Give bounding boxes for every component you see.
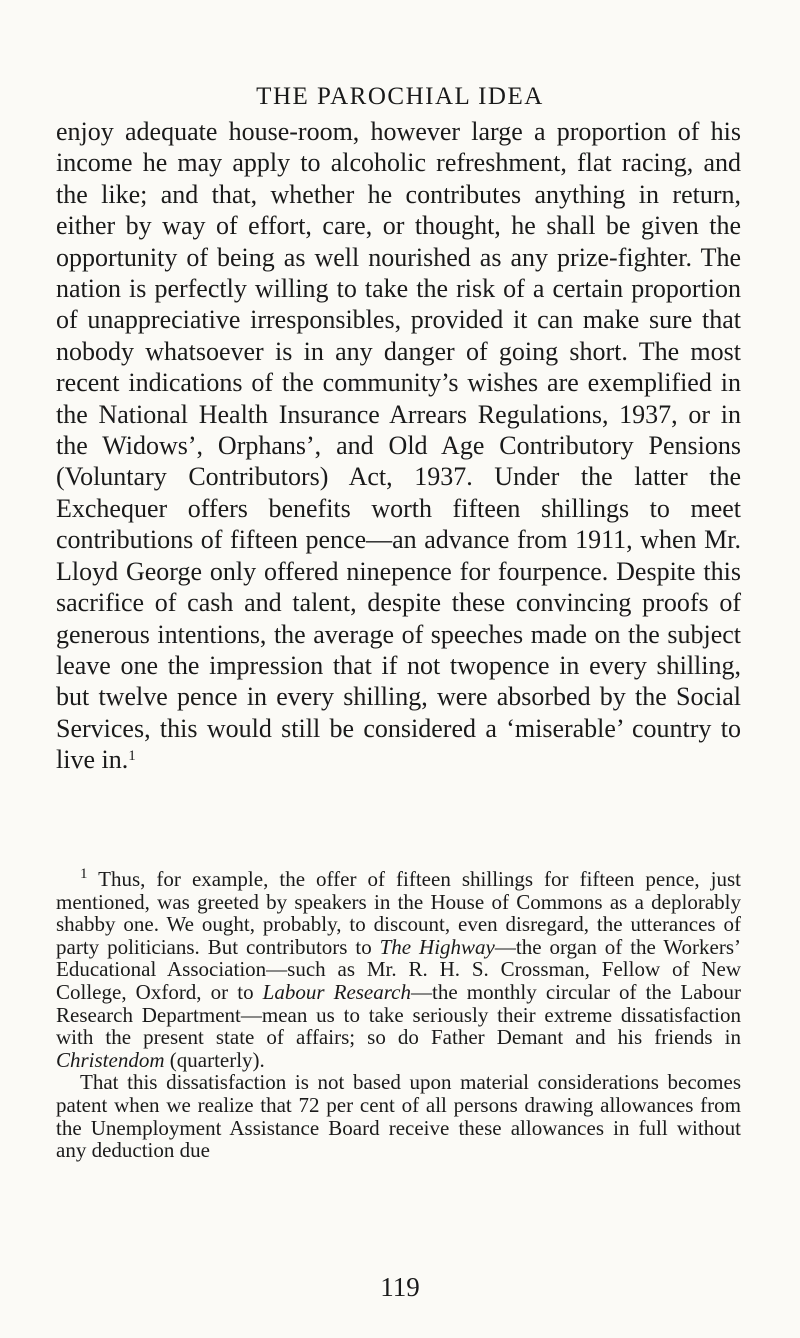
page-number: 119 <box>380 1272 420 1302</box>
footnote-title-christendom: Christendom <box>56 1047 165 1072</box>
footnote-text-part: (quarterly). <box>169 1047 265 1072</box>
main-text <box>56 116 741 776</box>
footnote-text-part: Thus, for example, the offer of fifteen shillings for fifteen pence, just mentioned, was greeted by speakers in the House of Commons as a deplorably shabby one. We ought, probably, to discount, even disregard, the utterances of party politicians. But contributors to <box>56 867 741 959</box>
main-paragraph <box>56 116 741 776</box>
running-title: THE PAROCHIAL IDEA <box>256 83 544 110</box>
footnote-text-part: —the organ of the Workers’ Educational Association—such as Mr. R. H. S. Crossman, Fellow of New College, Oxford, or to <box>56 934 742 1004</box>
footnote-title-labour-research: Labour Research <box>262 979 411 1004</box>
footnote-text-part: —the monthly circular of the Labour Research Department—mean us to take seriously their extreme dissatisfaction with the present state of affairs; so do Father Demant and his friends in <box>56 979 742 1050</box>
footnote-marker: 1 <box>80 866 88 882</box>
footnote-title-highway: The Highway <box>379 934 495 959</box>
footnote-block <box>56 868 741 1162</box>
footnote-paragraph <box>56 868 741 1071</box>
main-paragraph-text: enjoy adequate house-room, however large a proportion of his income he may apply to alcoholic refreshment, flat racing, and the like; and that, whether he contributes anything in return, either by way of effort, care, or thought, he shall be given the opportunity of being as well nourished as any prize-fighter. The nation is perfectly willing to take the risk of a certain proportion of unappreciative irresponsibles, provided it can make sure that nobody whatsoever is in any danger of going short. The most recent indications of the community’s wishes are exemplified in the National Health Insurance Arrears Regulations, 1937, or in the Widows’, Orphans’, and Old Age Contributory Pensions (Voluntary Contributors) Act, 1937. Under the latter the Exchequer offers benefits worth fifteen shillings to meet contributions of fifteen pence—an advance from 1911, when Mr. Lloyd George only offered ninepence for fourpence. Despite this sacrifice of cash and talent, despite these convincing proofs of generous intentions, the average of speeches made on the subject leave one the impression that if not twopence in every shilling, but twelve pence in every shilling, were absorbed by the Social Services, this would still be considered a ‘miserable’ country to live in. <box>56 117 741 775</box>
footnote-paragraph-2: That this dissatisfaction is not based upon material considerations becomes patent when we realize that 72 per cent of all persons drawing allowances from the Unemployment Assistance Board receive these allowances in full without any deduction due <box>56 1070 741 1163</box>
footnote-reference: 1 <box>128 748 136 765</box>
